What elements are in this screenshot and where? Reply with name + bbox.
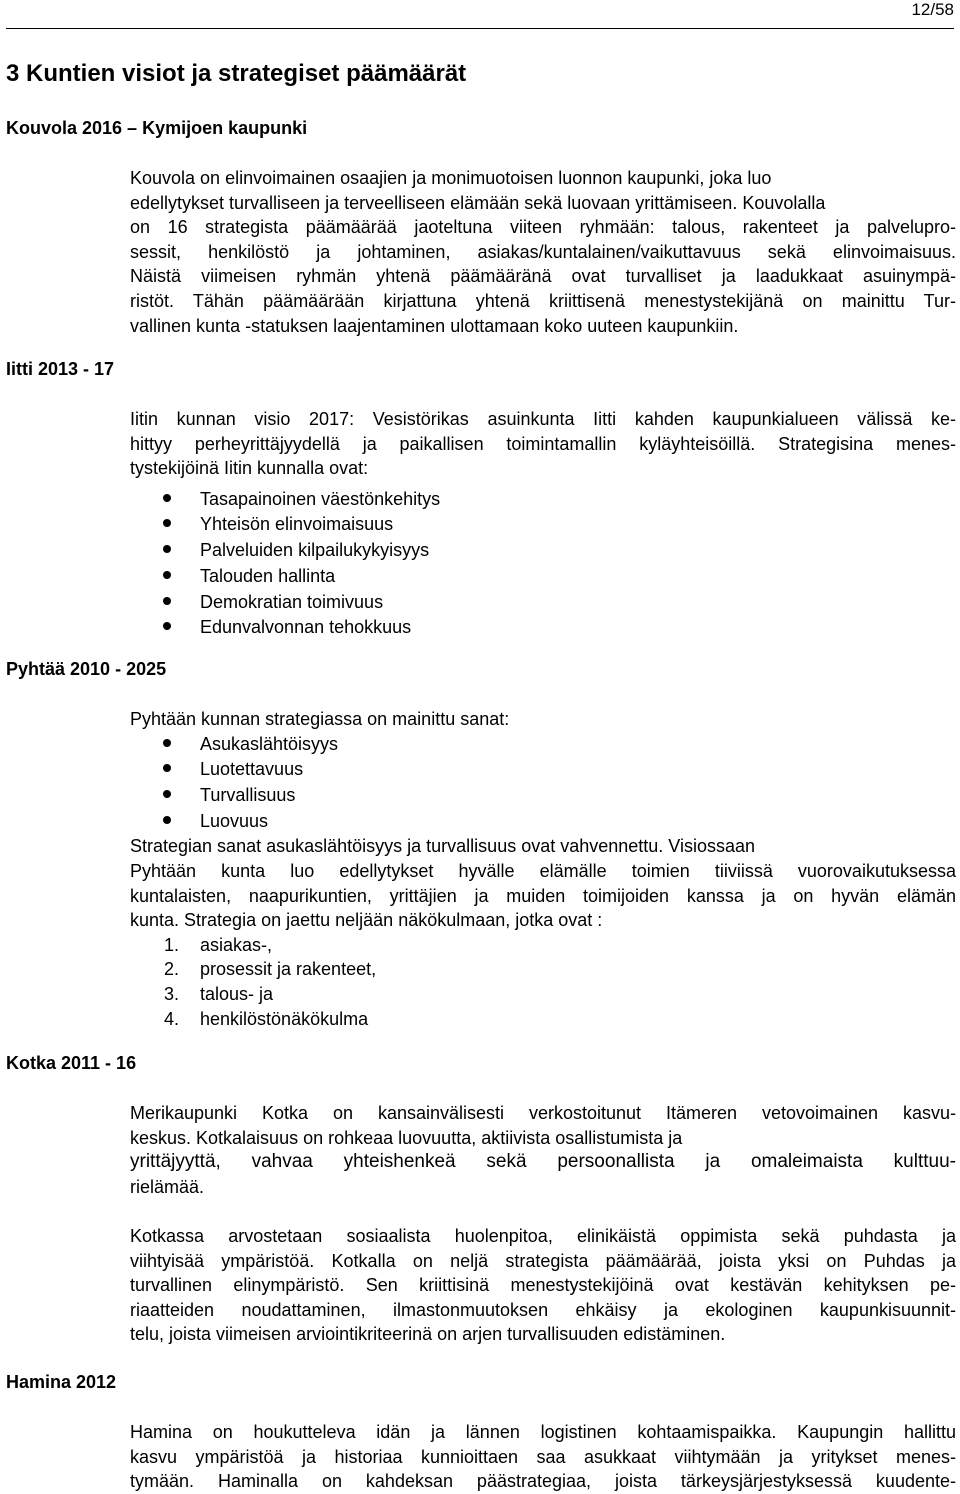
list-item: Palveluiden kilpailukykyisyys (130, 538, 956, 564)
text-line: Pyhtään kunta luo edellytykset hyvälle elämälle toimien tiiviissä vuorovaikutuksessa (130, 860, 956, 881)
numbered-item: 2. prosessit ja rakenteet, (164, 959, 377, 980)
kotka-paragraph-2 (130, 1224, 956, 1347)
text-line: kuntalaisten, naapurikuntien, yrittäjien ja muiden toimijoiden kanssa ja on hyvän elämän (130, 885, 956, 906)
text-line: Hamina on houkutteleva idän ja lännen logistinen kohtaamispaikka. Kaupungin hallittu (130, 1422, 956, 1442)
text-line: viihtyisää ympäristöä. Kotkalla on neljä strategista päämäärää, joista yksi on Puhdas ja (130, 1250, 956, 1271)
bullet-icon (163, 494, 171, 502)
text-line: Pyhtään kunnan strategiassa on mainittu sanat: (130, 709, 510, 729)
text-line: Kouvola on elinvoimainen osaajien ja monimuotoisen luonnon kaupunki, joka luo (130, 168, 772, 188)
text-line: Näistä viimeisen ryhmän yhtenä päämääränä ovat turvalliset ja laadukkaat asuinympä- (130, 266, 956, 287)
list-item: Luotettavuus (130, 757, 956, 783)
pyhtaa-paragraph (130, 707, 956, 1031)
list-item: Edunvalvonnan tehokkuus (130, 615, 956, 641)
text-line: edellytykset turvalliseen ja terveelliseen elämään sekä luovaan yrittämiseen. Kouvolalla (130, 192, 826, 213)
bullet-icon (163, 545, 171, 553)
text-line: Strategian sanat asukaslähtöisyys ja turvallisuus ovat vahvennettu. Visiossaan (130, 836, 756, 857)
kouvola-heading: Kouvola 2016 – Kymijoen kaupunki (6, 118, 308, 138)
list-item: Yhteisön elinvoimaisuus (130, 512, 956, 538)
bullet-icon (163, 597, 171, 605)
list-item: Luovuus (130, 809, 956, 835)
list-item: Tasapainoinen väestönkehitys (130, 487, 956, 513)
text-line: hittyy perheyrittäjyydellä ja paikallisen toimintamallin kyläyhteisöillä. Strategisina menes- (130, 433, 956, 454)
numbered-item: 1. asiakas-, (164, 934, 273, 955)
numbered-item: 3. talous- ja (164, 983, 274, 1004)
bullet-icon (163, 519, 171, 527)
bullet-icon (163, 764, 171, 772)
header-rule (6, 28, 954, 29)
iitti-paragraph (130, 407, 956, 641)
text-line: Kotkassa arvostetaan sosiaalista huolenpitoa, elinikäistä oppimista sekä puhdasta ja (130, 1226, 956, 1246)
list-item: Asukaslähtöisyys (130, 732, 956, 758)
pyhtaa-heading: Pyhtää 2010 - 2025 (6, 659, 167, 679)
bullet-icon (163, 816, 171, 824)
text-line: riaatteiden noudattaminen, ilmastonmuutoksen ehkäisy ja ekologinen kaupunkisuunnit- (130, 1299, 956, 1320)
iitti-success-factors-list (130, 487, 956, 641)
chapter-title: 3 Kuntien visiot ja strategiset päämäärät (6, 60, 467, 87)
hamina-paragraph (130, 1420, 956, 1494)
hamina-heading: Hamina 2012 (6, 1372, 117, 1392)
numbered-item: 4. henkilöstönäkökulma (164, 1008, 369, 1029)
kouvola-paragraph (130, 166, 956, 338)
text-line: Iitin kunnan visio 2017: Vesistörikas asuinkunta Iitti kahden kaupunkialueen välissä ke- (130, 409, 956, 429)
text-line: ristöt. Tähän päämäärään kirjattuna yhtenä kriittisenä menestystekijänä on mainittu Tur- (130, 290, 956, 311)
list-item: Turvallisuus (130, 783, 956, 809)
iitti-heading: Iitti 2013 - 17 (6, 359, 115, 379)
bullet-icon (163, 739, 171, 747)
text-line: rielämää. (130, 1176, 205, 1197)
bullet-icon (163, 622, 171, 630)
bullet-icon (163, 571, 171, 579)
pyhtaa-words-list (130, 732, 956, 835)
text-line: Merikaupunki Kotka on kansainvälisesti verkostoitunut Itämeren vetovoimainen kasvu- (130, 1103, 956, 1123)
text-line: kasvu ympäristöä ja historiaa kunnioittaen saa asukkaat viihtymään ja yritykset menes- (130, 1446, 956, 1467)
text-line: keskus. Kotkalaisuus on rohkeaa luovuutta, aktiivista osallistumista ja (130, 1127, 683, 1148)
bullet-icon (163, 790, 171, 798)
text-line: tymään. Haminalla on kahdeksan päästrategiaa, joista tärkeysjärjestyksessä kuudente- (130, 1471, 956, 1492)
text-line: yrittäjyyttä, vahvaa yhteishenkeä sekä persoonallista ja omaleimaista kulttuu- (130, 1151, 956, 1173)
text-line: turvallinen elinympäristö. Sen kriittisinä menestystekijöinä ovat kestävän kehityksen pe- (130, 1275, 956, 1296)
text-line: on 16 strategista päämäärää jaoteltuna viiteen ryhmään: talous, rakenteet ja palvelupro- (130, 217, 956, 238)
kotka-paragraph-1 (130, 1101, 956, 1199)
list-item: Demokratian toimivuus (130, 590, 956, 616)
page-number: 12/58 (911, 0, 954, 19)
text-line: tystekijöinä Iitin kunnalla ovat: (130, 458, 369, 479)
text-line: sessit, henkilöstö ja johtaminen, asiakas/kuntalainen/vaikuttavuus sekä elinvoimaisuus. (130, 241, 956, 262)
text-line: telu, joista viimeisen arviointikriteerinä on arjen turvallisuuden edistäminen. (130, 1324, 726, 1345)
pyhtaa-perspectives-list (130, 933, 956, 1031)
text-line: vallinen kunta -statuksen laajentaminen ulottamaan koko uuteen kaupunkiin. (130, 315, 739, 336)
text-line: kunta. Strategia on jaettu neljään näkökulmaan, jotka ovat : (130, 910, 603, 931)
kotka-heading: Kotka 2011 - 16 (6, 1053, 137, 1073)
list-item: Talouden hallinta (130, 564, 956, 590)
